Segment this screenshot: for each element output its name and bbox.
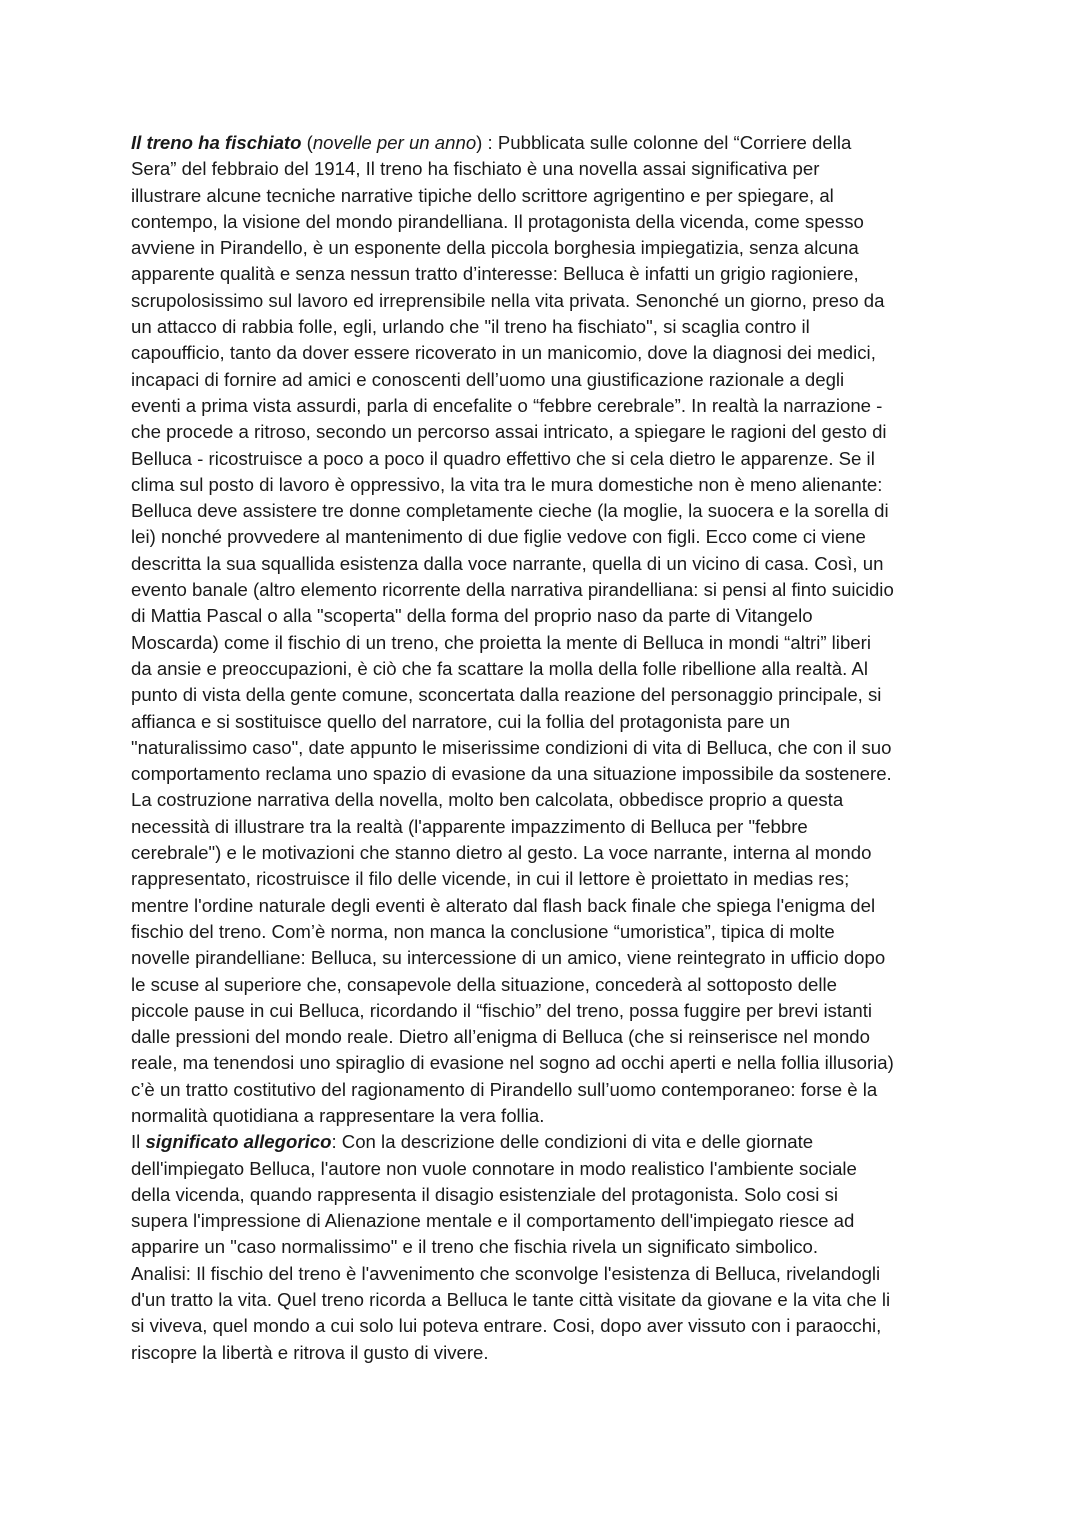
body-line: necessità di illustrare tra la realtà (l'apparente impazzimento di Belluca per "febbre bbox=[131, 815, 808, 837]
body-line: mentre l'ordine naturale degli eventi è alterato dal flash back finale che spiega l'enigma del bbox=[131, 894, 876, 916]
document-body bbox=[131, 130, 961, 1366]
body-line: eventi a prima vista assurdi, parla di encefalite o “febbre cerebrale”. In realtà la narrazione - bbox=[131, 394, 883, 416]
allegoric-first-line bbox=[131, 1129, 961, 1155]
body-line: Belluca - ricostruisce a poco a poco il quadro effettivo che si cela dietro le apparenze. Se il bbox=[131, 447, 875, 469]
body-line: lei) nonché provvedere al mantenimento di due figlie vedove con figli. Ecco come ci viene bbox=[131, 526, 866, 548]
allegoric-line: supera l'impressione di Alienazione mentale e il comportamento dell'impiegato riesce ad bbox=[131, 1210, 855, 1232]
analysis-line: si viveva, quel mondo a cui solo lui poteva entrare. Cosi, dopo aver vissuto con i paraocchi, bbox=[131, 1315, 882, 1337]
allegoric-prefix: Il bbox=[131, 1131, 146, 1153]
analysis-line: Analisi: Il fischio del treno è l'avvenimento che sconvolge l'esistenza di Belluca, rivelandogli bbox=[131, 1262, 881, 1284]
first-line bbox=[131, 130, 961, 156]
body-line: punto di vista della gente comune, sconcertata dalla reazione del personaggio principale, si bbox=[131, 684, 882, 706]
body-line: scrupolosissimo sul lavoro ed irreprensibile nella vita privata. Senonché un giorno, preso da bbox=[131, 289, 885, 311]
body-line: comportamento reclama uno spazio di evasione da una situazione impossibile da sostenere. bbox=[131, 763, 892, 785]
analysis-line: riscopre la libertà e ritrova il gusto di vivere. bbox=[131, 1341, 489, 1363]
allegoric-first-text: : Con la descrizione delle condizioni di vita e delle giornate bbox=[331, 1131, 814, 1153]
allegoric-line: della vicenda, quando rappresenta il disagio esistenziale del protagonista. Solo cosi si bbox=[131, 1183, 839, 1205]
story-title: Il treno ha fischiato bbox=[131, 132, 302, 153]
body-line: dalle pressioni del mondo reale. Dietro all’enigma di Belluca (che si reinserisce nel mondo bbox=[131, 1026, 870, 1048]
title-paren-close: ) : Pubblicata sulle colonne del “Corriere della bbox=[476, 132, 852, 153]
body-line: affianca e si sostituisce quello del narratore, cui la follia del protagonista pare un bbox=[131, 710, 791, 732]
body-line: novelle pirandelliane: Belluca, su intercessione di un amico, viene reintegrato in ufficio dopo bbox=[131, 947, 886, 969]
body-line: Sera” del febbraio del 1914, Il treno ha fischiato è una novella assai significativa per bbox=[131, 158, 820, 180]
body-line: illustrare alcune tecniche narrative tipiche dello scrittore agrigentino e per spiegare, al bbox=[131, 184, 834, 206]
allegoric-line: apparire un "caso normalissimo" e il treno che fischia rivela un significato simbolico. bbox=[131, 1236, 819, 1258]
body-line: di Mattia Pascal o alla "scoperta" della forma del proprio naso da parte di Vitangelo bbox=[131, 605, 813, 627]
body-line: Belluca deve assistere tre donne completamente cieche (la moglie, la suocera e la sorella di bbox=[131, 500, 889, 522]
body-line: che procede a ritroso, secondo un percorso assai intricato, a spiegare le ragioni del gesto di bbox=[131, 421, 887, 443]
body-line: fischio del treno. Com’è norma, non manca la conclusione “umoristica”, tipica di molte bbox=[131, 920, 835, 942]
body-line: capoufficio, tanto da dover essere ricoverato in un manicomio, dove la diagnosi dei medici, bbox=[131, 342, 876, 364]
body-line: contempo, la visione del mondo pirandelliana. Il protagonista della vicenda, come spesso bbox=[131, 210, 864, 232]
body-line: evento banale (altro elemento ricorrente della narrativa pirandelliana: si pensi al finto suicidio bbox=[131, 579, 894, 601]
body-line: un attacco di rabbia folle, egli, urlando che "il treno ha fischiato", si scaglia contro il bbox=[131, 316, 810, 338]
body-line: La costruzione narrativa della novella, molto ben calcolata, obbedisce proprio a questa bbox=[131, 789, 844, 811]
body-line: da ansie e preoccupazioni, è ciò che fa scattare la molla della folle ribellione alla realtà. Al bbox=[131, 657, 868, 679]
body-line: rappresentato, ricostruisce il filo delle vicende, in cui il lettore è proiettato in medias res; bbox=[131, 868, 850, 890]
body-line: descritta la sua squallida esistenza dalla voce narrante, quella di un vicino di casa. Così, un bbox=[131, 552, 884, 574]
body-line: reale, ma tenendosi uno spiraglio di evasione nel sogno ad occhi aperti e nella follia illusoria) bbox=[131, 1052, 894, 1074]
body-line: c’è un tratto costitutivo del ragionamento di Pirandello sull’uomo contemporaneo: forse è la bbox=[131, 1078, 878, 1100]
analysis-line: d'un tratto la vita. Quel treno ricorda a Belluca le tante città visitate da giovane e la vita che li bbox=[131, 1289, 891, 1311]
title-paren-open: ( bbox=[301, 132, 313, 153]
collection-name: novelle per un anno bbox=[312, 132, 477, 153]
body-line: avviene in Pirandello, è un esponente della piccola borghesia impiegatizia, senza alcuna bbox=[131, 237, 859, 259]
body-line: cerebrale") e le motivazioni che stanno dietro al gesto. La voce narrante, interna al mondo bbox=[131, 842, 872, 864]
body-line: le scuse al superiore che, consapevole della situazione, concederà al sottoposto delle bbox=[131, 973, 837, 995]
body-line: apparente qualità e senza nessun tratto d’interesse: Belluca è infatti un grigio ragioniere, bbox=[131, 263, 859, 285]
body-line: clima sul posto di lavoro è oppressivo, la vita tra le mura domestiche non è meno alienante: bbox=[131, 473, 883, 495]
allegoric-line: dell'impiegato Belluca, l'autore non vuole connotare in modo realistico l'ambiente sociale bbox=[131, 1157, 857, 1179]
body-line: normalità quotidiana a rappresentare la vera follia. bbox=[131, 1104, 545, 1126]
body-line: incapaci di fornire ad amici e conoscenti dell’uomo una giustificazione razionale a degli bbox=[131, 368, 845, 390]
body-line: Moscarda) come il fischio di un treno, che proietta la mente di Belluca in mondi “altri” liberi bbox=[131, 631, 871, 653]
body-line: piccole pause in cui Belluca, ricordando il “fischio” del treno, possa fuggire per brevi istanti bbox=[131, 999, 873, 1021]
body-line: "naturalissimo caso", date appunto le miserissime condizioni di vita di Belluca, che con il suo bbox=[131, 736, 892, 758]
allegoric-heading: significato allegorico bbox=[145, 1131, 332, 1153]
